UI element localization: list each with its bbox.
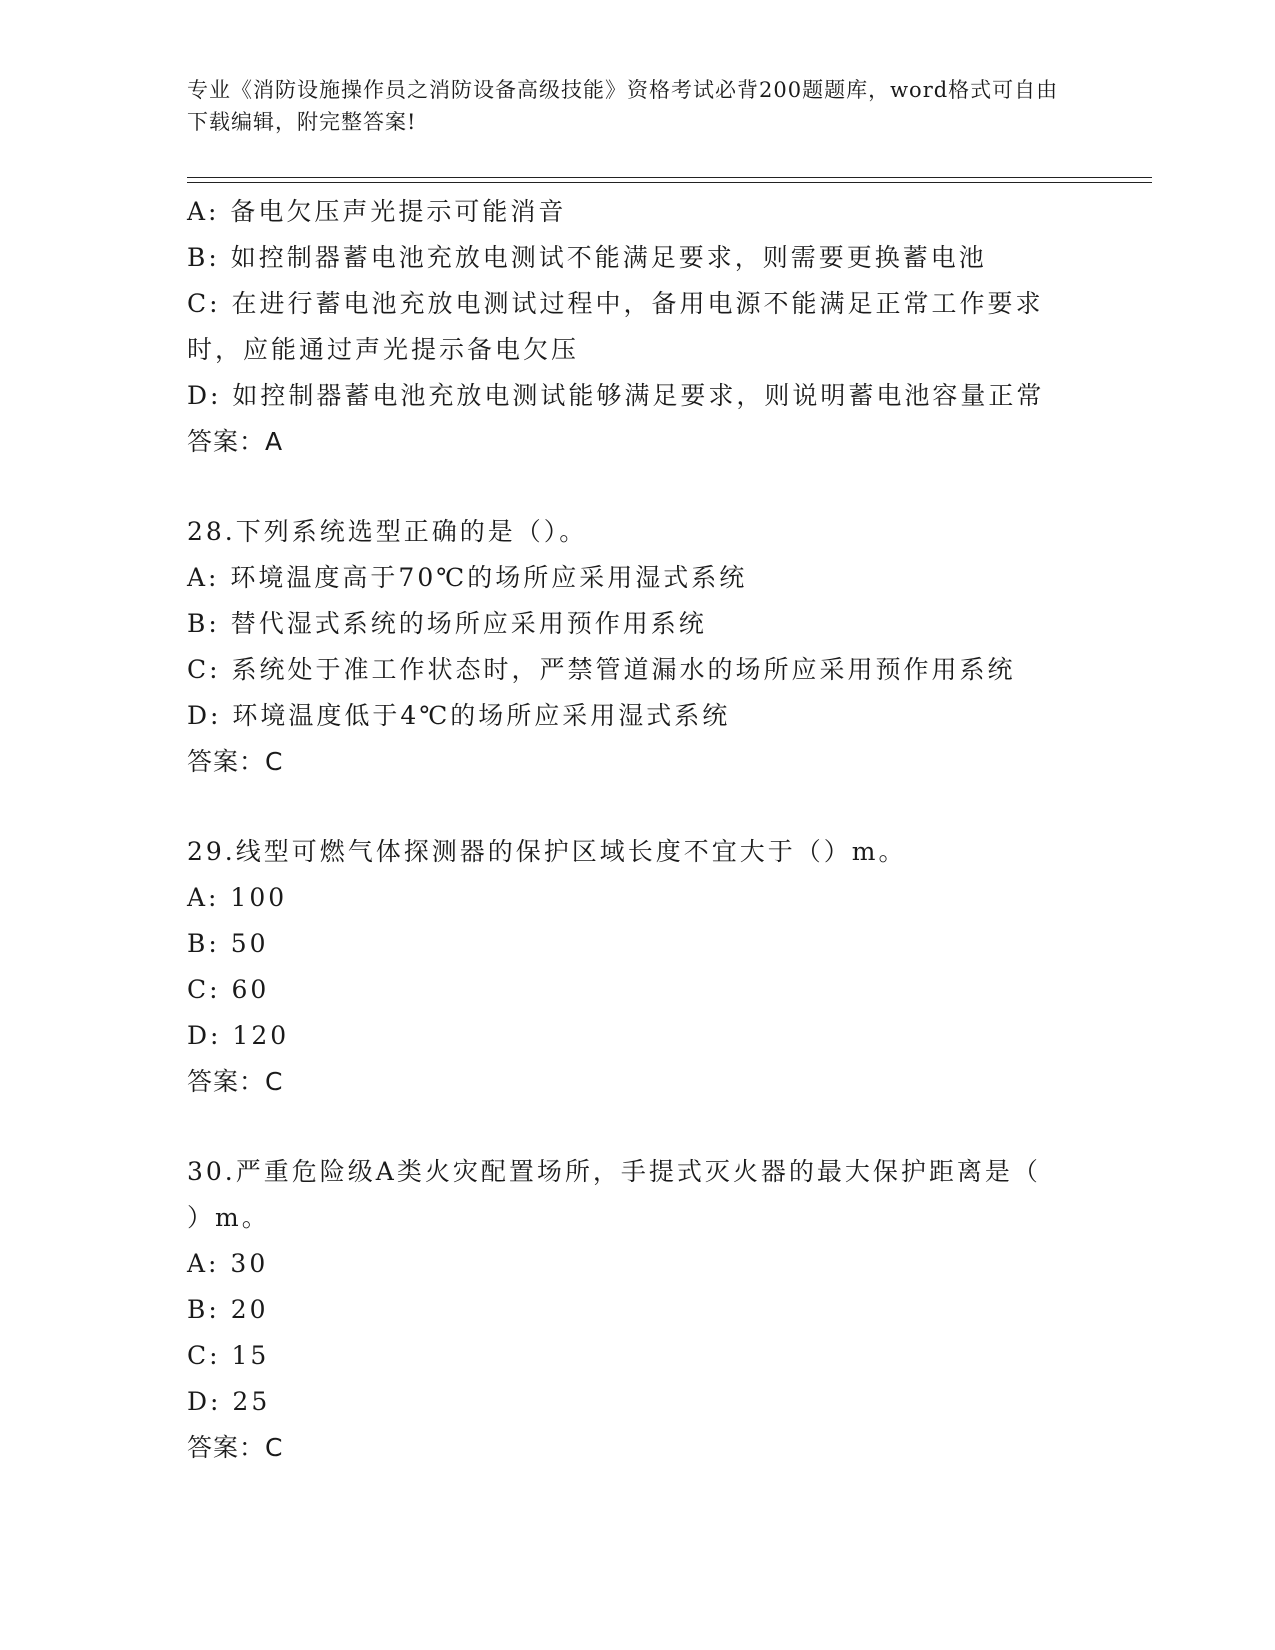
question-stem: 29.线型可燃气体探测器的保护区域长度不宜大于（）m。 (187, 837, 907, 866)
document-header: 专业《消防设施操作员之消防设备高级技能》资格考试必背200题题库，word格式可自由下载编辑，附完整答案! (187, 78, 1059, 134)
option-b: B: 20 (187, 1295, 269, 1324)
option-d: D: 25 (187, 1387, 271, 1416)
option-c: C: 系统处于准工作状态时，严禁管道漏水的场所应采用预作用系统 (187, 655, 1016, 684)
option-c: C: 在进行蓄电池充放电测试过程中，备用电源不能满足正常工作要求 (187, 289, 1044, 318)
option-a: A: 100 (187, 883, 288, 912)
option-c: C: 15 (187, 1341, 270, 1370)
question-stem: 28.下列系统选型正确的是（）。 (187, 517, 588, 546)
header-divider-bottom (187, 182, 1152, 183)
option-b: B: 50 (187, 929, 269, 958)
option-d: D: 如控制器蓄电池充放电测试能够满足要求，则说明蓄电池容量正常 (187, 381, 1045, 410)
question-list (187, 189, 1077, 1471)
question-27-continued (187, 189, 1077, 465)
option-a: A: 备电欠压声光提示可能消音 (187, 197, 567, 226)
option-d: D: 环境温度低于4℃的场所应采用湿式系统 (187, 701, 731, 730)
option-a: A: 30 (187, 1249, 269, 1278)
option-c: C: 60 (187, 975, 270, 1004)
question-30 (187, 1149, 1077, 1471)
question-spacer (187, 1105, 1077, 1149)
question-stem: 30.严重危险级A类火灾配置场所，手提式灭火器的最大保护距离是（ (187, 1157, 1041, 1186)
question-29 (187, 829, 1077, 1105)
question-28 (187, 509, 1077, 785)
option-b: B: 如控制器蓄电池充放电测试不能满足要求，则需要更换蓄电池 (187, 243, 987, 272)
answer: 答案：A (187, 427, 284, 456)
option-d: D: 120 (187, 1021, 290, 1050)
option-b: B: 替代湿式系统的场所应采用预作用系统 (187, 609, 707, 638)
question-stem-continued: ）m。 (187, 1203, 270, 1232)
option-a: A: 环境温度高于70℃的场所应采用湿式系统 (187, 563, 748, 592)
header-divider-top (187, 177, 1152, 178)
question-spacer (187, 465, 1077, 509)
answer: 答案：C (187, 1067, 284, 1096)
answer: 答案：C (187, 747, 284, 776)
answer: 答案：C (187, 1433, 284, 1462)
option-c-continued: 时，应能通过声光提示备电欠压 (187, 335, 580, 364)
question-spacer (187, 785, 1077, 829)
